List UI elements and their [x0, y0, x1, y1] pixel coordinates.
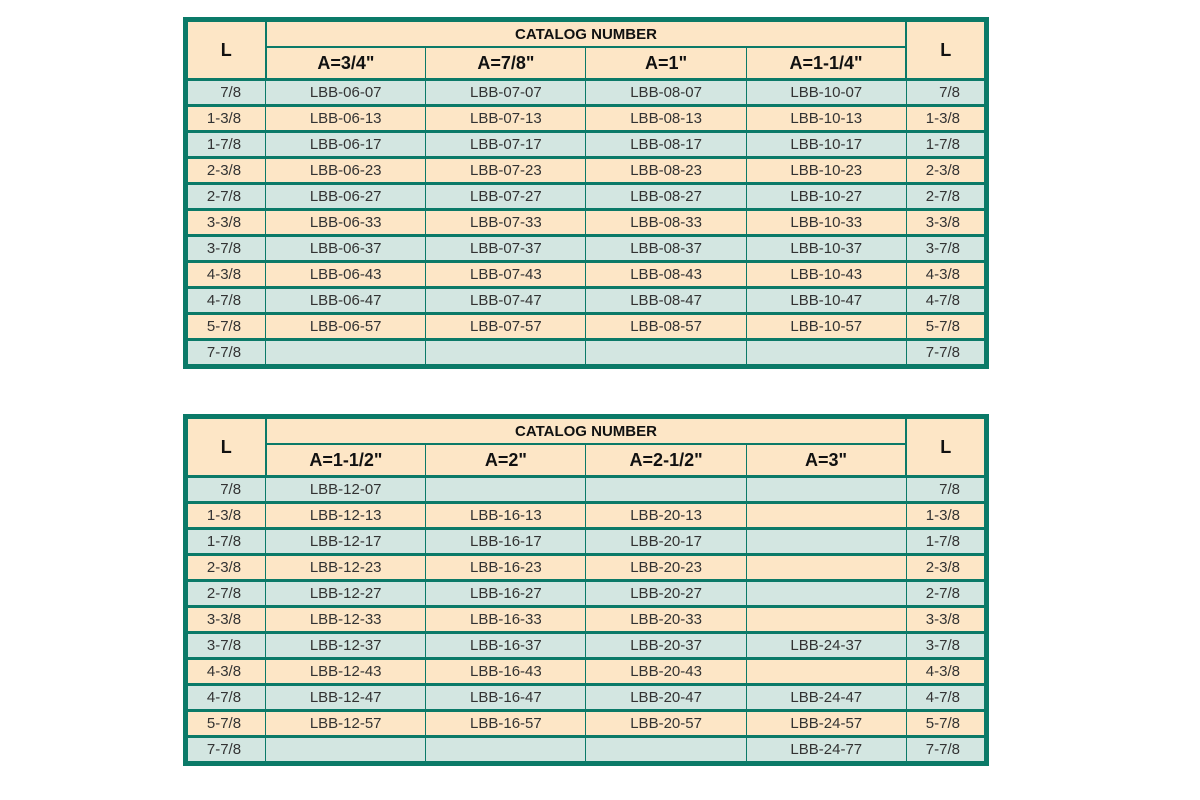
l-value-left: 4-3/8: [188, 659, 266, 685]
column-header: A=2": [426, 444, 586, 477]
l-value-left: 1-3/8: [188, 106, 266, 132]
catalog-cell: LBB-07-23: [426, 158, 586, 184]
l-value-right: 7-7/8: [906, 737, 984, 762]
catalog-cell: LBB-10-13: [746, 106, 906, 132]
catalog-cell: LBB-08-13: [586, 106, 746, 132]
table-row: [188, 607, 984, 633]
catalog-cell: [586, 737, 746, 762]
column-header: A=2-1/2": [586, 444, 746, 477]
l-value-left: 1-7/8: [188, 529, 266, 555]
table-row: [188, 659, 984, 685]
table-row: [188, 158, 984, 184]
table-row: [188, 236, 984, 262]
catalog-cell: LBB-12-13: [266, 503, 426, 529]
l-value-left: 3-3/8: [188, 210, 266, 236]
catalog-cell: LBB-06-23: [266, 158, 426, 184]
catalog-cell: [266, 737, 426, 762]
l-value-right: 3-7/8: [906, 633, 984, 659]
table-row: [188, 262, 984, 288]
l-value-right: 7/8: [906, 80, 984, 106]
column-header: A=7/8": [426, 47, 586, 80]
l-value-left: 4-7/8: [188, 288, 266, 314]
l-value-right: 3-3/8: [906, 210, 984, 236]
catalog-number-header: CATALOG NUMBER: [266, 419, 907, 444]
table-row: [188, 503, 984, 529]
l-value-right: 2-3/8: [906, 158, 984, 184]
l-value-right: 7-7/8: [906, 340, 984, 365]
catalog-cell: LBB-06-37: [266, 236, 426, 262]
catalog-cell: LBB-12-43: [266, 659, 426, 685]
catalog-cell: LBB-10-27: [746, 184, 906, 210]
table-row: [188, 685, 984, 711]
catalog-cell: LBB-06-13: [266, 106, 426, 132]
l-value-left: 4-3/8: [188, 262, 266, 288]
catalog-cell: LBB-12-57: [266, 711, 426, 737]
catalog-cell: LBB-10-37: [746, 236, 906, 262]
catalog-cell: LBB-06-57: [266, 314, 426, 340]
catalog-cell: LBB-20-33: [586, 607, 746, 633]
column-header: A=3": [746, 444, 906, 477]
catalog-cell: [426, 737, 586, 762]
catalog-cell: [746, 581, 906, 607]
catalog-cell: LBB-20-37: [586, 633, 746, 659]
catalog-cell: [746, 503, 906, 529]
catalog-cell: LBB-08-23: [586, 158, 746, 184]
l-value-right: 2-7/8: [906, 184, 984, 210]
catalog-cell: LBB-08-17: [586, 132, 746, 158]
l-header-left: L: [188, 22, 266, 80]
catalog-cell: LBB-16-27: [426, 581, 586, 607]
table-row: [188, 132, 984, 158]
catalog-cell: LBB-20-17: [586, 529, 746, 555]
catalog-cell: LBB-06-47: [266, 288, 426, 314]
table-row: [188, 711, 984, 737]
table-row: [188, 581, 984, 607]
table-row: [188, 340, 984, 365]
catalog-table-1: [183, 17, 989, 369]
table-row: [188, 633, 984, 659]
catalog-cell: LBB-08-27: [586, 184, 746, 210]
table-row: [188, 80, 984, 106]
column-header: A=1-1/4": [746, 47, 906, 80]
catalog-cell: LBB-07-33: [426, 210, 586, 236]
l-value-right: 3-3/8: [906, 607, 984, 633]
catalog-cell: LBB-12-47: [266, 685, 426, 711]
l-value-right: 1-7/8: [906, 132, 984, 158]
l-value-left: 3-7/8: [188, 633, 266, 659]
catalog-cell: LBB-07-37: [426, 236, 586, 262]
catalog-cell: LBB-12-27: [266, 581, 426, 607]
l-value-left: 7-7/8: [188, 340, 266, 365]
catalog-cell: LBB-12-37: [266, 633, 426, 659]
catalog-grid: [188, 22, 984, 364]
catalog-cell: LBB-07-43: [426, 262, 586, 288]
catalog-cell: [586, 477, 746, 503]
l-value-left: 2-3/8: [188, 555, 266, 581]
l-value-right: 4-7/8: [906, 288, 984, 314]
catalog-cell: LBB-12-33: [266, 607, 426, 633]
l-value-left: 5-7/8: [188, 711, 266, 737]
catalog-cell: [746, 555, 906, 581]
l-value-left: 3-7/8: [188, 236, 266, 262]
catalog-cell: LBB-06-33: [266, 210, 426, 236]
catalog-cell: [266, 340, 426, 365]
catalog-cell: LBB-07-07: [426, 80, 586, 106]
catalog-cell: LBB-06-17: [266, 132, 426, 158]
catalog-number-header: CATALOG NUMBER: [266, 22, 907, 47]
l-header-left: L: [188, 419, 266, 477]
catalog-cell: LBB-16-33: [426, 607, 586, 633]
catalog-cell: LBB-08-33: [586, 210, 746, 236]
catalog-cell: [746, 477, 906, 503]
table-row: [188, 529, 984, 555]
catalog-cell: LBB-10-23: [746, 158, 906, 184]
catalog-cell: LBB-08-37: [586, 236, 746, 262]
l-value-left: 5-7/8: [188, 314, 266, 340]
column-header: A=1-1/2": [266, 444, 426, 477]
catalog-cell: LBB-08-47: [586, 288, 746, 314]
l-value-left: 2-3/8: [188, 158, 266, 184]
catalog-cell: LBB-12-23: [266, 555, 426, 581]
catalog-cell: LBB-06-27: [266, 184, 426, 210]
catalog-cell: LBB-24-47: [746, 685, 906, 711]
catalog-cell: LBB-10-17: [746, 132, 906, 158]
table-row: [188, 555, 984, 581]
l-value-left: 2-7/8: [188, 581, 266, 607]
catalog-cell: [586, 340, 746, 365]
catalog-cell: LBB-16-13: [426, 503, 586, 529]
table-row: [188, 184, 984, 210]
catalog-cell: LBB-10-43: [746, 262, 906, 288]
catalog-cell: LBB-07-27: [426, 184, 586, 210]
l-value-right: 1-3/8: [906, 106, 984, 132]
catalog-cell: LBB-06-43: [266, 262, 426, 288]
table-row: [188, 288, 984, 314]
catalog-cell: [746, 340, 906, 365]
l-value-right: 4-3/8: [906, 659, 984, 685]
table-row: [188, 477, 984, 503]
catalog-cell: LBB-10-33: [746, 210, 906, 236]
l-value-right: 1-7/8: [906, 529, 984, 555]
l-value-left: 1-3/8: [188, 503, 266, 529]
l-value-right: 2-3/8: [906, 555, 984, 581]
l-value-right: 1-3/8: [906, 503, 984, 529]
column-header: A=1": [586, 47, 746, 80]
catalog-cell: LBB-12-17: [266, 529, 426, 555]
catalog-cell: LBB-07-57: [426, 314, 586, 340]
catalog-cell: LBB-24-57: [746, 711, 906, 737]
catalog-grid: [188, 419, 984, 761]
l-value-right: 3-7/8: [906, 236, 984, 262]
l-header-right: L: [906, 419, 984, 477]
catalog-cell: LBB-20-47: [586, 685, 746, 711]
l-value-left: 1-7/8: [188, 132, 266, 158]
table-row: [188, 737, 984, 762]
catalog-cell: [746, 607, 906, 633]
catalog-cell: LBB-10-47: [746, 288, 906, 314]
l-value-left: 7/8: [188, 477, 266, 503]
catalog-cell: LBB-20-57: [586, 711, 746, 737]
catalog-cell: LBB-20-13: [586, 503, 746, 529]
catalog-cell: LBB-16-43: [426, 659, 586, 685]
catalog-cell: LBB-10-07: [746, 80, 906, 106]
catalog-cell: LBB-08-43: [586, 262, 746, 288]
catalog-cell: [426, 340, 586, 365]
catalog-cell: [426, 477, 586, 503]
l-value-right: 4-7/8: [906, 685, 984, 711]
catalog-cell: LBB-07-13: [426, 106, 586, 132]
catalog-cell: LBB-16-37: [426, 633, 586, 659]
catalog-cell: LBB-16-17: [426, 529, 586, 555]
catalog-cell: LBB-07-47: [426, 288, 586, 314]
l-value-right: 4-3/8: [906, 262, 984, 288]
catalog-cell: LBB-20-43: [586, 659, 746, 685]
l-value-left: 7/8: [188, 80, 266, 106]
catalog-cell: LBB-20-23: [586, 555, 746, 581]
catalog-cell: LBB-08-07: [586, 80, 746, 106]
catalog-cell: LBB-06-07: [266, 80, 426, 106]
l-header-right: L: [906, 22, 984, 80]
catalog-cell: [746, 529, 906, 555]
column-header: A=3/4": [266, 47, 426, 80]
table-row: [188, 314, 984, 340]
catalog-cell: LBB-12-07: [266, 477, 426, 503]
catalog-cell: LBB-24-77: [746, 737, 906, 762]
table-row: [188, 106, 984, 132]
l-value-left: 2-7/8: [188, 184, 266, 210]
catalog-cell: LBB-10-57: [746, 314, 906, 340]
l-value-right: 7/8: [906, 477, 984, 503]
l-value-right: 2-7/8: [906, 581, 984, 607]
l-value-left: 3-3/8: [188, 607, 266, 633]
catalog-table-2: [183, 414, 989, 766]
catalog-cell: LBB-07-17: [426, 132, 586, 158]
catalog-cell: LBB-24-37: [746, 633, 906, 659]
l-value-right: 5-7/8: [906, 711, 984, 737]
catalog-cell: LBB-08-57: [586, 314, 746, 340]
catalog-cell: LBB-16-23: [426, 555, 586, 581]
catalog-cell: LBB-16-47: [426, 685, 586, 711]
l-value-right: 5-7/8: [906, 314, 984, 340]
l-value-left: 7-7/8: [188, 737, 266, 762]
catalog-cell: LBB-20-27: [586, 581, 746, 607]
table-row: [188, 210, 984, 236]
l-value-left: 4-7/8: [188, 685, 266, 711]
catalog-cell: LBB-16-57: [426, 711, 586, 737]
catalog-cell: [746, 659, 906, 685]
